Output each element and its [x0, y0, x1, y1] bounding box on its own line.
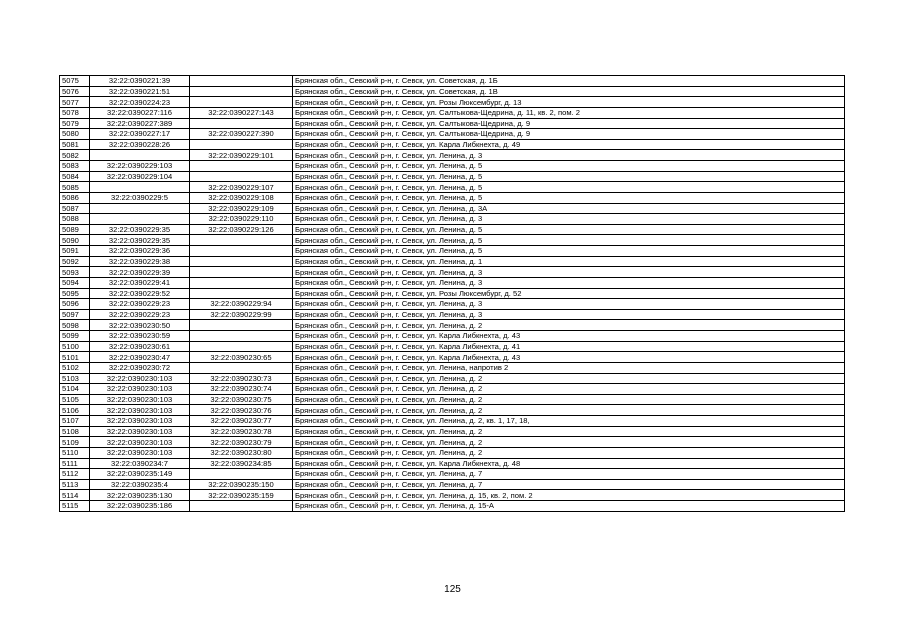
table-row: [60, 182, 845, 193]
table-row: [60, 86, 845, 97]
table-row: [60, 341, 845, 352]
row-number-cell: 5098: [60, 320, 90, 331]
building-cadastral-number-cell: 32:22:0390230:78: [190, 426, 293, 437]
row-number-cell: 5115: [60, 501, 90, 512]
cadastral-number-cell: 32:22:0390230:59: [90, 331, 190, 342]
address-cell: Брянская обл., Севский р-н, г. Севск, ул. Ленина, д. 5: [293, 192, 845, 203]
row-number-cell: 5080: [60, 129, 90, 140]
row-number-cell: 5106: [60, 405, 90, 416]
row-number-cell: 5077: [60, 97, 90, 108]
address-cell: Брянская обл., Севский р-н, г. Севск, ул. Ленина, д. 3: [293, 214, 845, 225]
cadastral-number-cell: [90, 214, 190, 225]
row-number-cell: 5093: [60, 267, 90, 278]
table-row: [60, 214, 845, 225]
table-row: [60, 469, 845, 480]
row-number-cell: 5110: [60, 447, 90, 458]
row-number-cell: 5082: [60, 150, 90, 161]
table-row: [60, 299, 845, 310]
table-row: [60, 107, 845, 118]
property-table: [59, 75, 845, 512]
building-cadastral-number-cell: [190, 267, 293, 278]
row-number-cell: 5111: [60, 458, 90, 469]
row-number-cell: 5081: [60, 139, 90, 150]
table-row: [60, 76, 845, 87]
table-row: [60, 139, 845, 150]
address-cell: Брянская обл., Севский р-н, г. Севск, ул. Ленина, д. 3: [293, 277, 845, 288]
cadastral-number-cell: 32:22:0390229:35: [90, 224, 190, 235]
cadastral-number-cell: [90, 150, 190, 161]
building-cadastral-number-cell: [190, 362, 293, 373]
table-row: [60, 501, 845, 512]
row-number-cell: 5087: [60, 203, 90, 214]
table-row: [60, 331, 845, 342]
cadastral-number-cell: [90, 203, 190, 214]
building-cadastral-number-cell: 32:22:0390229:109: [190, 203, 293, 214]
building-cadastral-number-cell: 32:22:0390230:79: [190, 437, 293, 448]
cadastral-number-cell: 32:22:0390230:103: [90, 373, 190, 384]
row-number-cell: 5097: [60, 309, 90, 320]
table-row: [60, 192, 845, 203]
table-row: [60, 256, 845, 267]
building-cadastral-number-cell: [190, 246, 293, 257]
address-cell: Брянская обл., Севский р-н, г. Севск, ул. Ленина, д. 3А: [293, 203, 845, 214]
address-cell: Брянская обл., Севский р-н, г. Севск, ул. Ленина, д. 5: [293, 161, 845, 172]
cadastral-number-cell: 32:22:0390229:36: [90, 246, 190, 257]
property-table-body: [60, 76, 845, 512]
building-cadastral-number-cell: 32:22:0390230:65: [190, 352, 293, 363]
building-cadastral-number-cell: 32:22:0390229:99: [190, 309, 293, 320]
cadastral-number-cell: 32:22:0390230:103: [90, 384, 190, 395]
building-cadastral-number-cell: 32:22:0390230:76: [190, 405, 293, 416]
building-cadastral-number-cell: 32:22:0390235:150: [190, 479, 293, 490]
row-number-cell: 5078: [60, 107, 90, 118]
row-number-cell: 5100: [60, 341, 90, 352]
cadastral-number-cell: 32:22:0390235:186: [90, 501, 190, 512]
cadastral-number-cell: 32:22:0390221:39: [90, 76, 190, 87]
cadastral-number-cell: [90, 182, 190, 193]
building-cadastral-number-cell: 32:22:0390229:94: [190, 299, 293, 310]
table-row: [60, 267, 845, 278]
building-cadastral-number-cell: [190, 469, 293, 480]
building-cadastral-number-cell: 32:22:0390230:74: [190, 384, 293, 395]
building-cadastral-number-cell: [190, 171, 293, 182]
address-cell: Брянская обл., Севский р-н, г. Севск, ул. Салтыкова-Щедрина, д. 9: [293, 129, 845, 140]
table-row: [60, 416, 845, 427]
building-cadastral-number-cell: [190, 161, 293, 172]
building-cadastral-number-cell: 32:22:0390229:101: [190, 150, 293, 161]
property-table-container: [59, 75, 845, 512]
cadastral-number-cell: 32:22:0390235:4: [90, 479, 190, 490]
building-cadastral-number-cell: [190, 501, 293, 512]
table-row: [60, 224, 845, 235]
table-row: [60, 352, 845, 363]
cadastral-number-cell: 32:22:0390229:39: [90, 267, 190, 278]
page-number: 125: [444, 584, 461, 595]
building-cadastral-number-cell: 32:22:0390229:108: [190, 192, 293, 203]
address-cell: Брянская обл., Севский р-н, г. Севск, ул. Ленина, д. 5: [293, 224, 845, 235]
row-number-cell: 5108: [60, 426, 90, 437]
cadastral-number-cell: 32:22:0390229:35: [90, 235, 190, 246]
cadastral-number-cell: 32:22:0390229:103: [90, 161, 190, 172]
cadastral-number-cell: 32:22:0390235:149: [90, 469, 190, 480]
address-cell: Брянская обл., Севский р-н, г. Севск, ул. Карла Либкнехта, д. 48: [293, 458, 845, 469]
building-cadastral-number-cell: [190, 341, 293, 352]
cadastral-number-cell: 32:22:0390234:7: [90, 458, 190, 469]
building-cadastral-number-cell: 32:22:0390230:77: [190, 416, 293, 427]
cadastral-number-cell: 32:22:0390230:103: [90, 437, 190, 448]
address-cell: Брянская обл., Севский р-н, г. Севск, ул. Ленина, д. 2: [293, 447, 845, 458]
row-number-cell: 5088: [60, 214, 90, 225]
cadastral-number-cell: 32:22:0390229:23: [90, 309, 190, 320]
row-number-cell: 5084: [60, 171, 90, 182]
address-cell: Брянская обл., Севский р-н, г. Севск, ул. Ленина, д. 2: [293, 405, 845, 416]
row-number-cell: 5086: [60, 192, 90, 203]
table-row: [60, 161, 845, 172]
table-row: [60, 362, 845, 373]
table-row: [60, 150, 845, 161]
row-number-cell: 5089: [60, 224, 90, 235]
table-row: [60, 373, 845, 384]
building-cadastral-number-cell: 32:22:0390234:85: [190, 458, 293, 469]
table-row: [60, 246, 845, 257]
address-cell: Брянская обл., Севский р-н, г. Севск, ул. Ленина, д. 2: [293, 437, 845, 448]
cadastral-number-cell: 32:22:0390230:72: [90, 362, 190, 373]
address-cell: Брянская обл., Севский р-н, г. Севск, ул. Карла Либкнехта, д. 43: [293, 352, 845, 363]
cadastral-number-cell: 32:22:0390230:61: [90, 341, 190, 352]
building-cadastral-number-cell: [190, 139, 293, 150]
row-number-cell: 5113: [60, 479, 90, 490]
cadastral-number-cell: 32:22:0390230:103: [90, 426, 190, 437]
row-number-cell: 5083: [60, 161, 90, 172]
table-row: [60, 437, 845, 448]
cadastral-number-cell: 32:22:0390229:5: [90, 192, 190, 203]
building-cadastral-number-cell: [190, 331, 293, 342]
row-number-cell: 5075: [60, 76, 90, 87]
building-cadastral-number-cell: 32:22:0390235:159: [190, 490, 293, 501]
cadastral-number-cell: 32:22:0390221:51: [90, 86, 190, 97]
building-cadastral-number-cell: 32:22:0390230:80: [190, 447, 293, 458]
cadastral-number-cell: 32:22:0390235:130: [90, 490, 190, 501]
address-cell: Брянская обл., Севский р-н, г. Севск, ул. Ленина, д. 15, кв. 2, пом. 2: [293, 490, 845, 501]
building-cadastral-number-cell: [190, 256, 293, 267]
address-cell: Брянская обл., Севский р-н, г. Севск, ул. Советская, д. 1Б: [293, 76, 845, 87]
table-row: [60, 288, 845, 299]
row-number-cell: 5109: [60, 437, 90, 448]
row-number-cell: 5091: [60, 246, 90, 257]
row-number-cell: 5104: [60, 384, 90, 395]
cadastral-number-cell: 32:22:0390230:50: [90, 320, 190, 331]
cadastral-number-cell: 32:22:0390230:47: [90, 352, 190, 363]
table-row: [60, 118, 845, 129]
table-row: [60, 458, 845, 469]
table-row: [60, 479, 845, 490]
address-cell: Брянская обл., Севский р-н, г. Севск, ул. Ленина, д. 2: [293, 426, 845, 437]
building-cadastral-number-cell: [190, 97, 293, 108]
row-number-cell: 5099: [60, 331, 90, 342]
building-cadastral-number-cell: [190, 277, 293, 288]
building-cadastral-number-cell: 32:22:0390229:107: [190, 182, 293, 193]
row-number-cell: 5094: [60, 277, 90, 288]
row-number-cell: 5079: [60, 118, 90, 129]
table-row: [60, 129, 845, 140]
table-row: [60, 320, 845, 331]
address-cell: Брянская обл., Севский р-н, г. Севск, ул. Салтыкова-Щедрина, д. 9: [293, 118, 845, 129]
address-cell: Брянская обл., Севский р-н, г. Севск, ул. Ленина, д. 15-А: [293, 501, 845, 512]
row-number-cell: 5095: [60, 288, 90, 299]
table-row: [60, 384, 845, 395]
address-cell: Брянская обл., Севский р-н, г. Севск, ул. Ленина, д. 2, кв. 1, 17, 18,: [293, 416, 845, 427]
building-cadastral-number-cell: 32:22:0390229:110: [190, 214, 293, 225]
address-cell: Брянская обл., Севский р-н, г. Севск, ул. Ленина, д. 2: [293, 384, 845, 395]
building-cadastral-number-cell: 32:22:0390229:126: [190, 224, 293, 235]
row-number-cell: 5085: [60, 182, 90, 193]
row-number-cell: 5092: [60, 256, 90, 267]
cadastral-number-cell: 32:22:0390229:41: [90, 277, 190, 288]
table-row: [60, 447, 845, 458]
address-cell: Брянская обл., Севский р-н, г. Севск, ул. Ленина, д. 7: [293, 469, 845, 480]
cadastral-number-cell: 32:22:0390229:38: [90, 256, 190, 267]
address-cell: Брянская обл., Севский р-н, г. Севск, ул. Ленина, д. 1: [293, 256, 845, 267]
cadastral-number-cell: 32:22:0390227:389: [90, 118, 190, 129]
row-number-cell: 5076: [60, 86, 90, 97]
cadastral-number-cell: 32:22:0390227:116: [90, 107, 190, 118]
building-cadastral-number-cell: [190, 86, 293, 97]
building-cadastral-number-cell: [190, 320, 293, 331]
cadastral-number-cell: 32:22:0390227:17: [90, 129, 190, 140]
address-cell: Брянская обл., Севский р-н, г. Севск, ул. Карла Либкнехта, д. 49: [293, 139, 845, 150]
building-cadastral-number-cell: 32:22:0390230:75: [190, 394, 293, 405]
cadastral-number-cell: 32:22:0390230:103: [90, 394, 190, 405]
cadastral-number-cell: 32:22:0390229:23: [90, 299, 190, 310]
address-cell: Брянская обл., Севский р-н, г. Севск, ул. Салтыкова-Щедрина, д. 11, кв. 2, пом. 2: [293, 107, 845, 118]
building-cadastral-number-cell: [190, 288, 293, 299]
table-row: [60, 171, 845, 182]
row-number-cell: 5102: [60, 362, 90, 373]
address-cell: Брянская обл., Севский р-н, г. Севск, ул. Ленина, д. 2: [293, 373, 845, 384]
cadastral-number-cell: 32:22:0390228:26: [90, 139, 190, 150]
cadastral-number-cell: 32:22:0390230:103: [90, 416, 190, 427]
table-row: [60, 394, 845, 405]
address-cell: Брянская обл., Севский р-н, г. Севск, ул. Карла Либкнехта, д. 41: [293, 341, 845, 352]
building-cadastral-number-cell: [190, 118, 293, 129]
cadastral-number-cell: 32:22:0390230:103: [90, 447, 190, 458]
building-cadastral-number-cell: 32:22:0390230:73: [190, 373, 293, 384]
row-number-cell: 5101: [60, 352, 90, 363]
table-row: [60, 203, 845, 214]
address-cell: Брянская обл., Севский р-н, г. Севск, ул. Ленина, д. 2: [293, 320, 845, 331]
table-row: [60, 97, 845, 108]
address-cell: Брянская обл., Севский р-н, г. Севск, ул. Ленина, д. 2: [293, 394, 845, 405]
row-number-cell: 5096: [60, 299, 90, 310]
address-cell: Брянская обл., Севский р-н, г. Севск, ул. Розы Люксембург, д. 52: [293, 288, 845, 299]
building-cadastral-number-cell: [190, 76, 293, 87]
address-cell: Брянская обл., Севский р-н, г. Севск, ул. Ленина, д. 3: [293, 150, 845, 161]
address-cell: Брянская обл., Севский р-н, г. Севск, ул. Ленина, д. 5: [293, 171, 845, 182]
row-number-cell: 5103: [60, 373, 90, 384]
table-row: [60, 309, 845, 320]
address-cell: Брянская обл., Севский р-н, г. Севск, ул. Розы Люксембург, д. 13: [293, 97, 845, 108]
building-cadastral-number-cell: 32:22:0390227:390: [190, 129, 293, 140]
row-number-cell: 5090: [60, 235, 90, 246]
row-number-cell: 5112: [60, 469, 90, 480]
row-number-cell: 5105: [60, 394, 90, 405]
address-cell: Брянская обл., Севский р-н, г. Севск, ул. Ленина, д. 3: [293, 299, 845, 310]
table-row: [60, 405, 845, 416]
row-number-cell: 5114: [60, 490, 90, 501]
cadastral-number-cell: 32:22:0390224:23: [90, 97, 190, 108]
address-cell: Брянская обл., Севский р-н, г. Севск, ул. Советская, д. 1В: [293, 86, 845, 97]
address-cell: Брянская обл., Севский р-н, г. Севск, ул. Ленина, д. 3: [293, 309, 845, 320]
cadastral-number-cell: 32:22:0390230:103: [90, 405, 190, 416]
address-cell: Брянская обл., Севский р-н, г. Севск, ул. Ленина, д. 5: [293, 182, 845, 193]
address-cell: Брянская обл., Севский р-н, г. Севск, ул. Ленина, д. 7: [293, 479, 845, 490]
building-cadastral-number-cell: [190, 235, 293, 246]
row-number-cell: 5107: [60, 416, 90, 427]
table-row: [60, 235, 845, 246]
building-cadastral-number-cell: 32:22:0390227:143: [190, 107, 293, 118]
address-cell: Брянская обл., Севский р-н, г. Севск, ул. Ленина, д. 3: [293, 267, 845, 278]
table-row: [60, 426, 845, 437]
table-row: [60, 277, 845, 288]
cadastral-number-cell: 32:22:0390229:52: [90, 288, 190, 299]
table-row: [60, 490, 845, 501]
address-cell: Брянская обл., Севский р-н, г. Севск, ул. Карла Либкнехта, д. 43: [293, 331, 845, 342]
address-cell: Брянская обл., Севский р-н, г. Севск, ул. Ленина, напротив 2: [293, 362, 845, 373]
address-cell: Брянская обл., Севский р-н, г. Севск, ул. Ленина, д. 5: [293, 235, 845, 246]
address-cell: Брянская обл., Севский р-н, г. Севск, ул. Ленина, д. 5: [293, 246, 845, 257]
cadastral-number-cell: 32:22:0390229:104: [90, 171, 190, 182]
